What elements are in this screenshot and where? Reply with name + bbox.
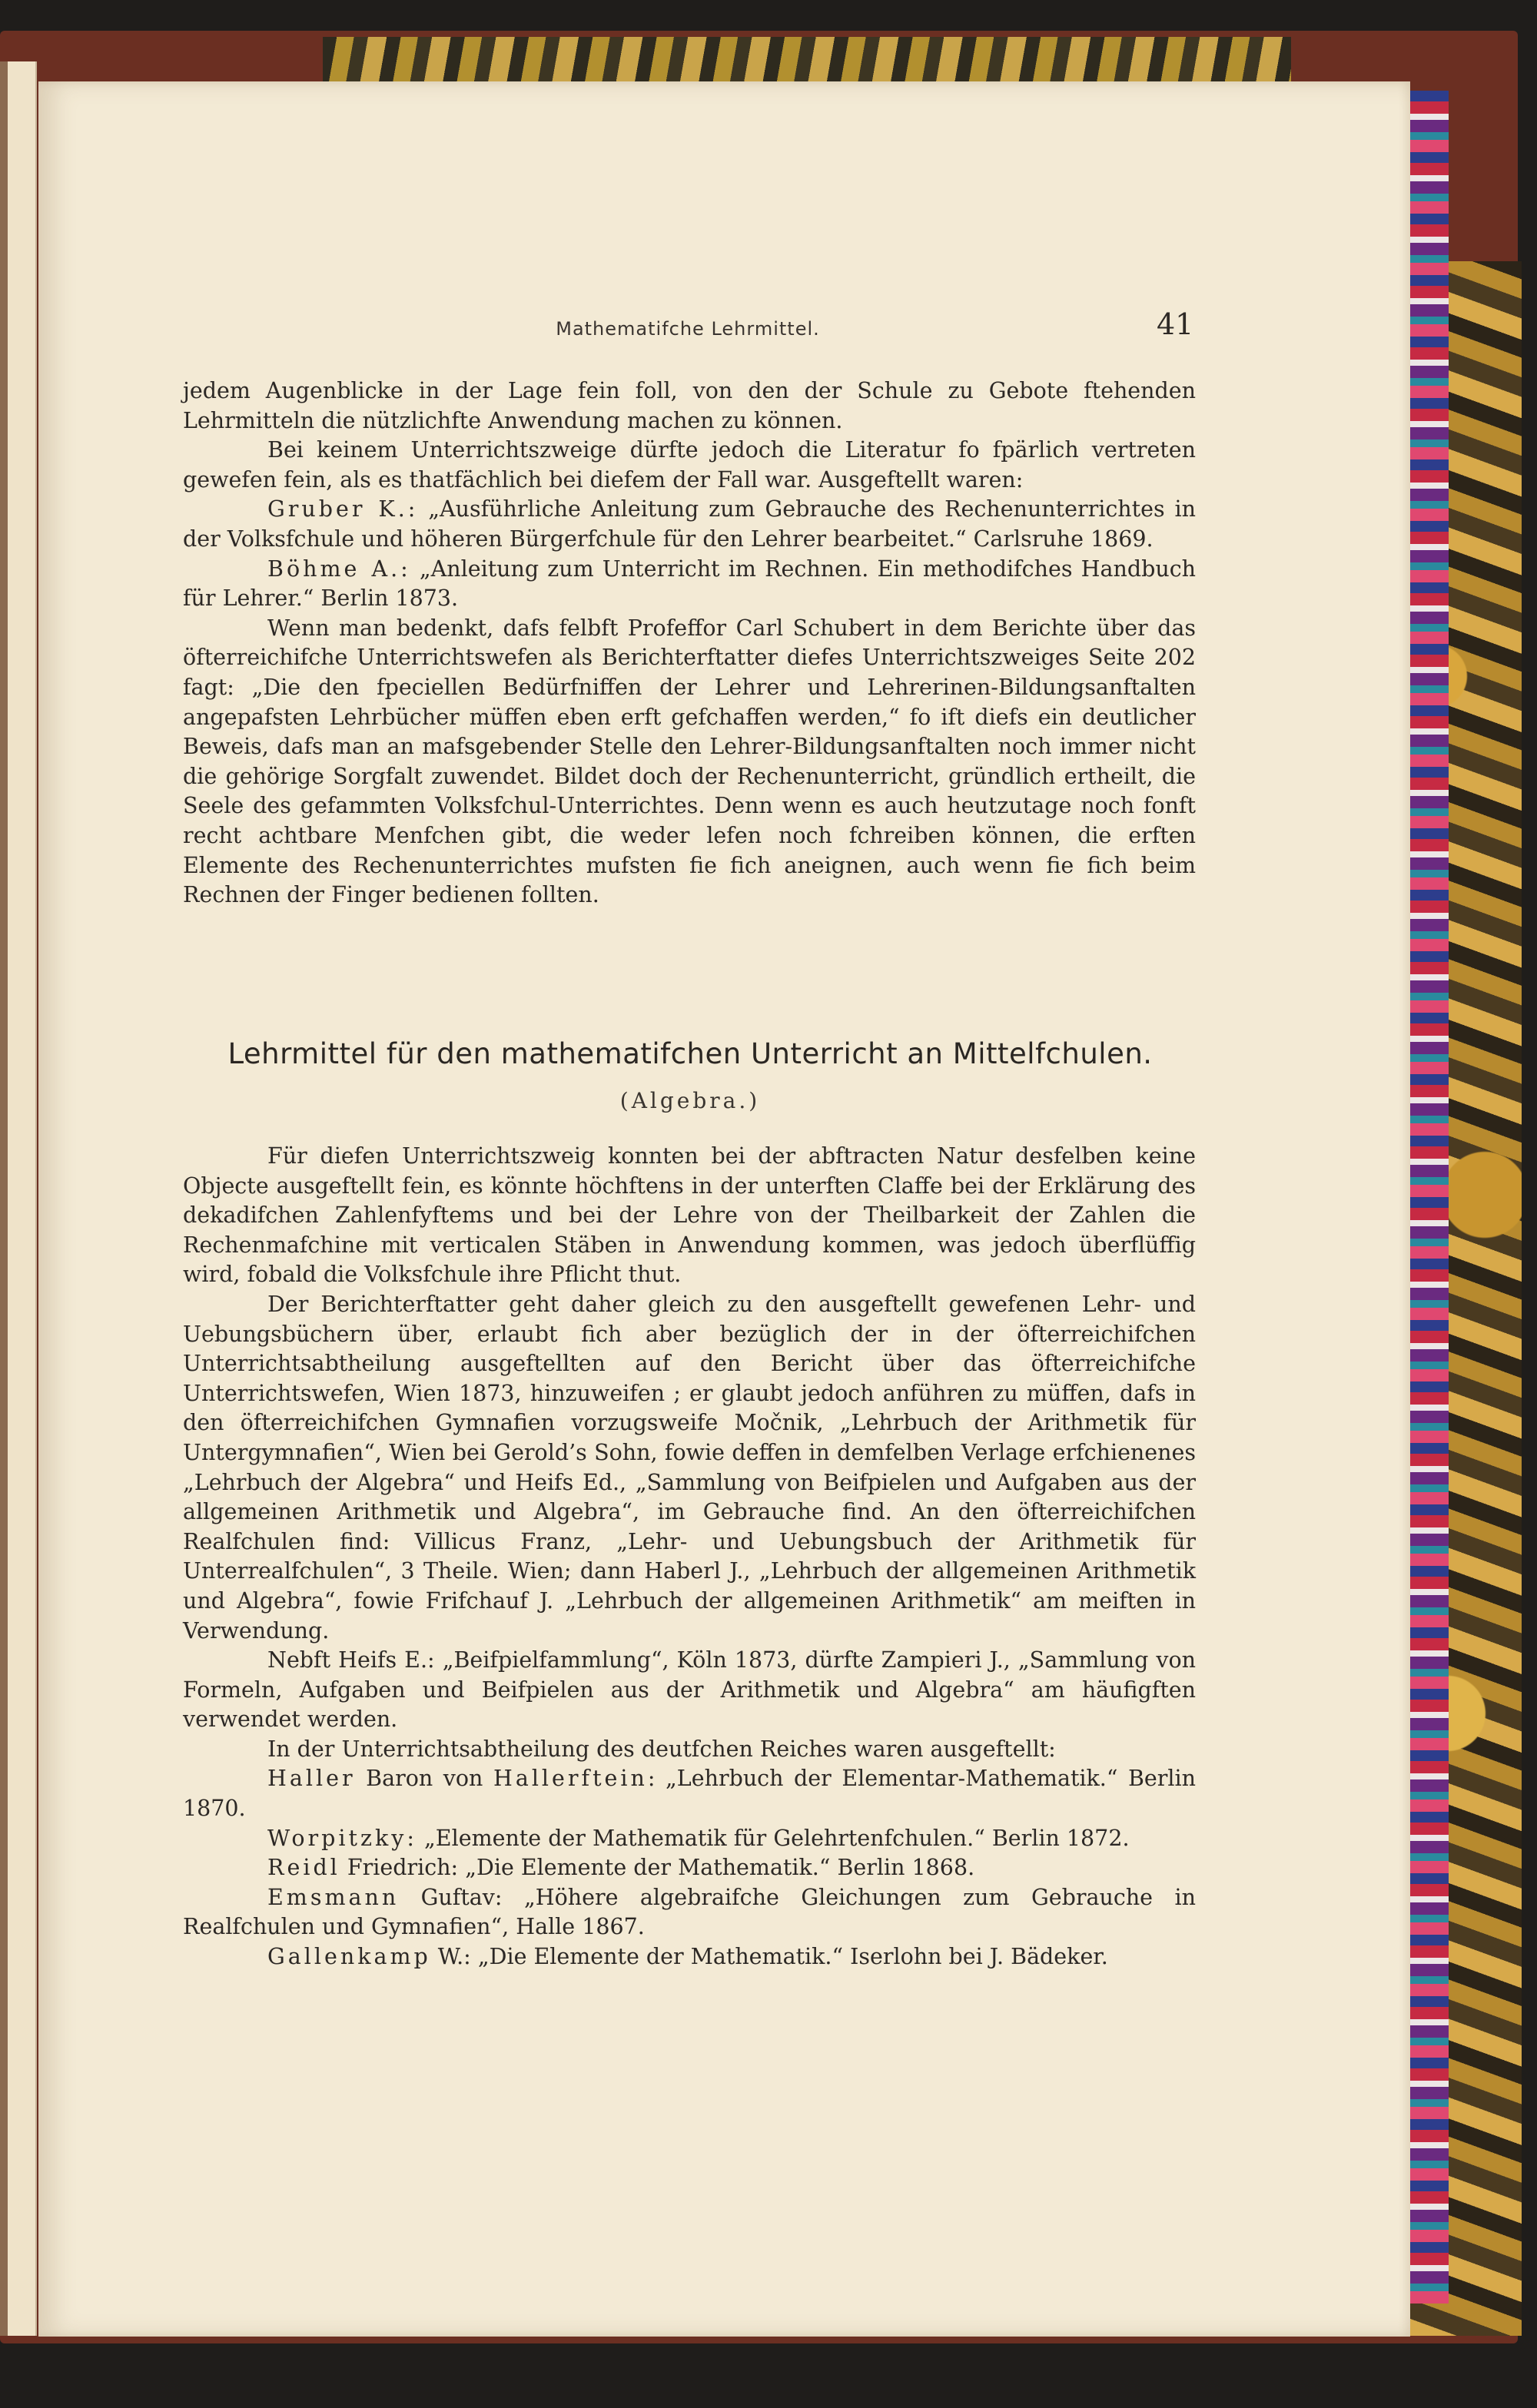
entry-gruber	[183, 495, 1196, 554]
entry-text: W.: „Die Elemente der Mathematik.“ Iserlohn bei J. Bädeker.	[430, 1944, 1108, 1970]
author-name: Worpitzky:	[267, 1825, 417, 1851]
running-title: Mathematifche Lehrmittel.	[556, 318, 820, 340]
author-name: Reidl	[267, 1855, 340, 1881]
marbled-page-edge	[1410, 91, 1449, 2304]
author-name: Emsmann	[267, 1884, 400, 1910]
paragraph-4: In der Unterrichtsabtheilung des deutfchen Reiches waren ausgeftellt:	[267, 1736, 1056, 1762]
paragraph-3: Nebft Heifs E.: „Beifpielfammlung“, Köln 1873, dürfte Zampieri J., „Sammlung von Formeln, Aufgaben und Beifpielen aus der Arithmetik und Algebra“ am häufigften verwendet werden.	[183, 1647, 1196, 1733]
section-heading: Lehrmittel für den mathematifchen Unterricht an Mittelfchulen.	[227, 1037, 1153, 1070]
page-number: 41	[1157, 307, 1194, 341]
entry-text: Baron von	[355, 1766, 493, 1792]
entry-text: „Anleitung zum Unterricht im Rechnen. Ein methodifches Handbuch für Lehrer.“ Berlin 1873.	[183, 556, 1197, 612]
marbled-endpaper-top	[323, 37, 1291, 81]
entry-reidl	[183, 1853, 1196, 1883]
paragraph-2: Bei keinem Unterrichtszweige dürfte jedoch die Literatur fo fpärlich vertreten gewefen fein, als es thatfächlich bei diefem der Fall war. Ausgeftellt waren:	[183, 437, 1196, 493]
left-page-edge	[0, 61, 37, 2336]
entry-boehme	[183, 555, 1196, 614]
section-subheading: (Algebra.)	[619, 1088, 761, 1113]
paragraph-1: Für diefen Unterrichtszweig konnten bei der abftracten Natur desfelben keine Objecte ausgeftellt fein, es könnte höchftens in der unterften Claffe bei der Erklärung des dekadifchen Zahlenfyftems und bei der Lehre von der Theilbarkeit der Zahlen die Rechenmafchine mit verticalen Stäben in Anwendung kommen, was jedoch überflüffig wird, fobald die Volksfchule ihre Pflicht thut.	[183, 1143, 1196, 1288]
author-name: Haller	[267, 1766, 356, 1792]
paragraph-5: Wenn man bedenkt, dafs felbft Profeffor Carl Schubert in dem Berichte über das öfterreichifche Unterrichtswefen als Berichterftatter diefes Unterrichtszweiges Seite 202 fagt: „Die den fpeciellen Bedürfniffen der Lehrer und Lehrerinen-Bildungsanftalten angepafsten Lehrbücher müffen eben erft gefchaffen werden,“ fo ift diefs ein deutlicher Beweis, dafs man an mafsgebender Stelle den Lehrer-Bildungsanftalten noch immer nicht die gehörige Sorgfalt zuwendet. Bildet doch der Rechenunterricht, gründlich ertheilt, die Seele des gefammten Volksfchul-Unterrichtes. Denn wenn es auch heutzutage noch fonft recht achtbare Menfchen gibt, die weder lefen noch fchreiben können, die erften Elemente des Rechenunterrichtes mufsten fie fich aneignen, auch wenn fie fich beim Rechnen der Finger bedienen follten.	[183, 615, 1196, 908]
entry-emsmann	[183, 1883, 1196, 1942]
entry-text: „Elemente der Mathematik für Gelehrtenfchulen.“ Berlin 1872.	[417, 1825, 1130, 1851]
entry-haller	[183, 1764, 1196, 1823]
entry-worpitzky	[183, 1824, 1196, 1854]
author-name: Böhme A.:	[267, 556, 411, 582]
entry-gallenkamp	[183, 1942, 1196, 1972]
entry-text: : „Lehrbuch der Elementar-Mathematik.“ Berlin 1870.	[183, 1766, 1196, 1822]
entry-text: „Ausführliche Anleitung zum Gebrauche des Rechenunterrichtes in der Volksfchule und höheren Bürgerfchule für den Lehrer bearbeitet.“ Carlsruhe 1869.	[183, 496, 1196, 552]
author-name: Hallerftein	[493, 1766, 648, 1792]
author-name: Gallenkamp	[267, 1944, 431, 1970]
paragraph-2: Der Berichterftatter geht daher gleich zu den ausgeftellt gewefenen Lehr- und Uebungsbüchern über, erlaubt fich aber bezüglich der in der öfterreichifchen Unterrichtsabtheilung ausgeftellten auf den Bericht über das öfterreichifche Unterrichtswefen, Wien 1873, hinzuweifen ; er glaubt jedoch anführen zu müffen, dafs in den öfterreichifchen Gymnafien vorzugsweife Močnik, „Lehrbuch der Arithmetik für Untergymnafien“, Wien bei Gerold’s Sohn, fowie deffen in demfelben Verlage erfchienenes „Lehrbuch der Algebra“ und Heifs Ed., „Sammlung von Beifpielen und Aufgaben aus der allgemeinen Arithmetik und Algebra“, im Gebrauche find. An den öfterreichifchen Realfchulen find: Villicus Franz, „Lehr- und Uebungsbuch der Arithmetik für Unterrealfchulen“, 3 Theile. Wien; dann Haberl J., „Lehrbuch der allgemeinen Arithmetik und Algebra“, fowie Frifchauf J. „Lehrbuch der allgemeinen Arithmetik“ am meiften in Verwendung.	[183, 1291, 1196, 1643]
entry-text: Guftav: „Höhere algebraifche Gleichungen zum Gebrauche in Realfchulen und Gymnafien“, Halle 1867.	[183, 1884, 1196, 1940]
paragraph-1: jedem Augenblicke in der Lage fein foll, von den der Schule zu Gebote ftehenden Lehrmitteln die nützlichfte Anwendung machen zu können.	[183, 378, 1196, 433]
entry-text: Friedrich: „Die Elemente der Mathematik.“ Berlin 1868.	[340, 1855, 975, 1881]
section-elementary-arithmetic	[183, 376, 1196, 910]
author-name: Gruber K.:	[267, 496, 419, 522]
section-algebra	[183, 1142, 1196, 1972]
